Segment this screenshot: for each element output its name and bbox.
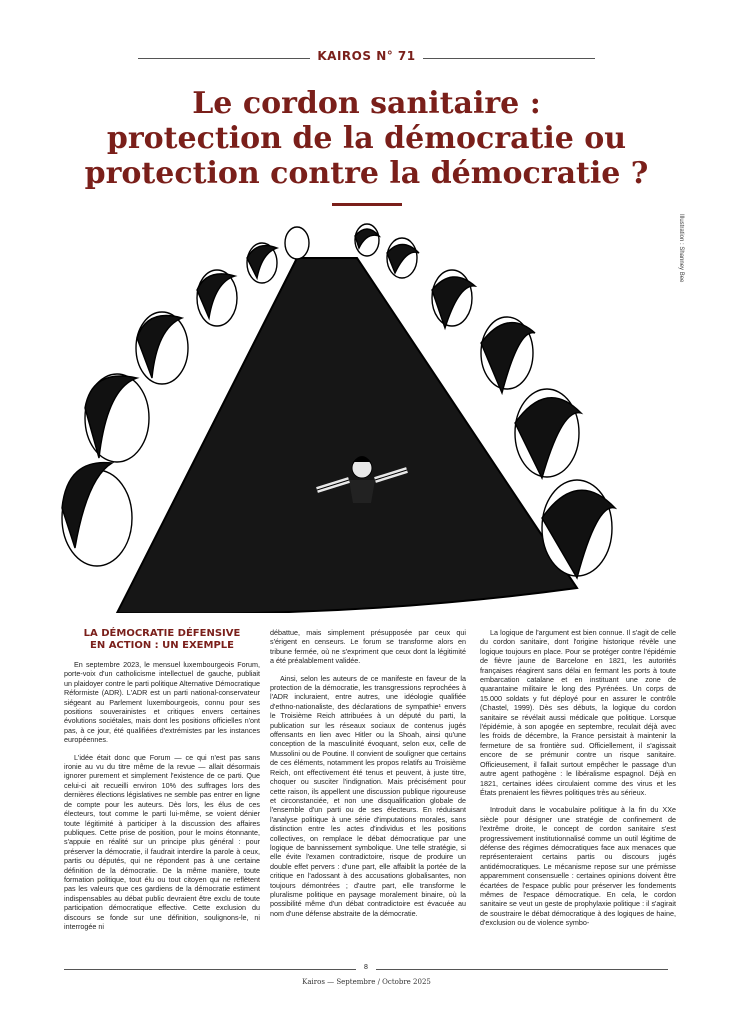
illustration-credit: Illustration : Shanney Bee (678, 214, 684, 283)
issue-label: KAIROS N° 71 (317, 49, 416, 63)
paragraph-4: Ainsi, selon les auteurs de ce manifeste en faveur de la protection de la démocratie, les transgressions reprochées à l'ADR incluraient, entre autres, une idéologie qualifiée d'ethno-nationaliste, des déclarations de sympathie¹ envers le Troisième Reich attribuées à un député du parti, la publication sur les réseaux sociaux de contenus jugés offensants en lien avec Hitler ou la Shoah, ainsi qu'une conception de la masculinité évoquant, selon eux, celle de Mussolini ou de Poutine. Il convient de souligner que certains de ces éléments, notamment les propos relatifs au Troisième Reich, ont effectivement été tenus et peuvent, à juste titre, choquer ou susciter l'indignation. Mais précisément pour cette raison, ils appellent une discussion publique rigoureuse et circonstanciée, et non une disqualification globale de l'ensemble d'un parti ou de ses électeurs. En réduisant l'analyse politique à une série d'imputations morales, sans distinction entre les actes d'individus et les positions collectives, on remplace le débat démocratique par une logique de bannissement symbolique. Une telle stratégie, si elle évite l'examen contradictoire, risque de produire un double effet pervers : d'une part, elle affaiblit la portée de la critique en l'adossant à des accusations globalisantes, non toujours démontrées ; d'autre part, elle transforme le pluralisme politique en paysage moralement binaire, où la possibilité même d'un débat contradictoire est évacuée au nom d'une défense abstraite de la démocratie. (270, 673, 466, 918)
title-line-2: protection de la démocratie ou (106, 121, 627, 156)
paragraph-1: En septembre 2023, le mensuel luxembourgeois Forum, porte-voix d'un catholicisme intellectuel de gauche, publiait un plaidoyer contre le parti politique Alternative Démocratique Réformiste (ADR). L'ADR est un parti national-conservateur siégeant au Parlement luxembourgeois, connu pour ses positions souverainistes et critiques envers certaines évolutions sociétales, mais dont les positions officielles n'ont pas, à ce jour, été qualifiées d'extrémistes par les instances européennes. (64, 660, 260, 745)
illustration-table-with-people (57, 218, 617, 613)
paragraph-6: Introduit dans le vocabulaire politique à la fin du XXe siècle pour désigner une stratégie de confinement de l'extrême droite, le concept de cordon sanitaire s'est progressivement institutionnalisé comme un outil légitime de défense des régimes démocratiques face aux menaces que représenteraient certains partis ou discours jugés antidémocratiques. Le mécanisme repose sur une prémisse apparemment consensuelle : certaines opinions doivent être écartées de l'espace public pour préserver les fondements mêmes de l'espace démocratique. En cela, le cordon sanitaire se veut un geste de prophylaxie politique : il s'agirait de soustraire le débat démocratique à des logiques de haine, d'exclusion ou de violence symbo- (480, 805, 676, 928)
title-underline (332, 203, 402, 206)
paragraph-3: débattue, mais simplement présupposée par ceux qui s'érigent en censeurs. Le forum se transforme alors en tribune fermée, où ne s'expriment que ceux dont la légitimité a été préalablement validée. (270, 628, 466, 666)
column-3 (480, 628, 676, 936)
title-line-3: protection contre la démocratie ? (84, 156, 649, 191)
column-1 (64, 628, 260, 939)
header-rule-right (423, 58, 595, 59)
header-rule-left (138, 58, 310, 59)
paragraph-2: L'idée était donc que Forum — ce qui n'est pas sans ironie au vu du titre même de la revue — allait désormais ignorer purement et simplement l'existence de ce parti. Que celui-ci ait recueilli environ 10% des suffrages lors des dernières élections législatives ne semble pas entrer en ligne de compte pour les auteurs. Dès lors, les élus de ces électeurs, tout comme le parti lui-même, se voient dénier toute légitimité à participer à la discussion des affaires publiques. Cette prise de position, pour le moins étonnante, s'appuie en réalité sur un principe plus général : pour préserver la démocratie, il faudrait interdire la parole à ceux, partis ou députés, qui ne répondent pas à une certaine définition de la démocratie. De la même manière, toute formation politique, tout élu ou tout citoyen qui ne reflètent pas les valeurs que ces gardiens de la démocratie estiment indispensables au débat public devraient être exclu de toute participation démocratique effective. Cette exclusion du discours se fonde sur une définition, soulignons-le, ni interrogée ni (64, 752, 260, 931)
publication-footer: Kairos — Septembre / Octobre 2025 (302, 978, 431, 986)
paragraph-5: La logique de l'argument est bien connue. Il s'agit de celle du cordon sanitaire, dont l'origine historique révèle une logique toujours en place. Pour se protéger contre l'épidémie de fièvre jaune de Barcelone en 1821, les autorités françaises réagirent sans délai en fermant les ports à toute embarcation catalane et en instituant une zone de quarantaine militaire le long des Pyrénées. Un corps de 15.000 soldats y fut déployé pour en assurer le contrôle (Chastel, 1999). Dès ses débuts, la logique du cordon sanitaire se révélait aussi médicale que politique. Lorsque l'épidémie, à son apogée en septembre, reculait déjà avec les froids de décembre, la France persistait à maintenir la fermeture de sa frontière sud. Officiellement, il s'agissait encore de se prémunir contre un risque sanitaire. Officieusement, il fallait surtout empêcher le passage d'un autre agent pathogène : le libéralisme espagnol. Déjà en 1821, certaines idées circulaient comme des virus et les États prenaient les fièvres politiques très au sérieux. (480, 628, 676, 797)
illustration-table (117, 258, 577, 613)
section-subheading: LA DÉMOCRATIE DÉFENSIVE EN ACTION : UN EXEMPLE (83, 628, 241, 651)
footer-rule-right (376, 969, 668, 970)
column-2 (270, 628, 466, 926)
footer-rule-left (64, 969, 356, 970)
issue-header (0, 45, 733, 71)
page-number: 8 (364, 964, 368, 971)
article-title (80, 86, 653, 191)
title-line-1: Le cordon sanitaire : (192, 86, 541, 121)
